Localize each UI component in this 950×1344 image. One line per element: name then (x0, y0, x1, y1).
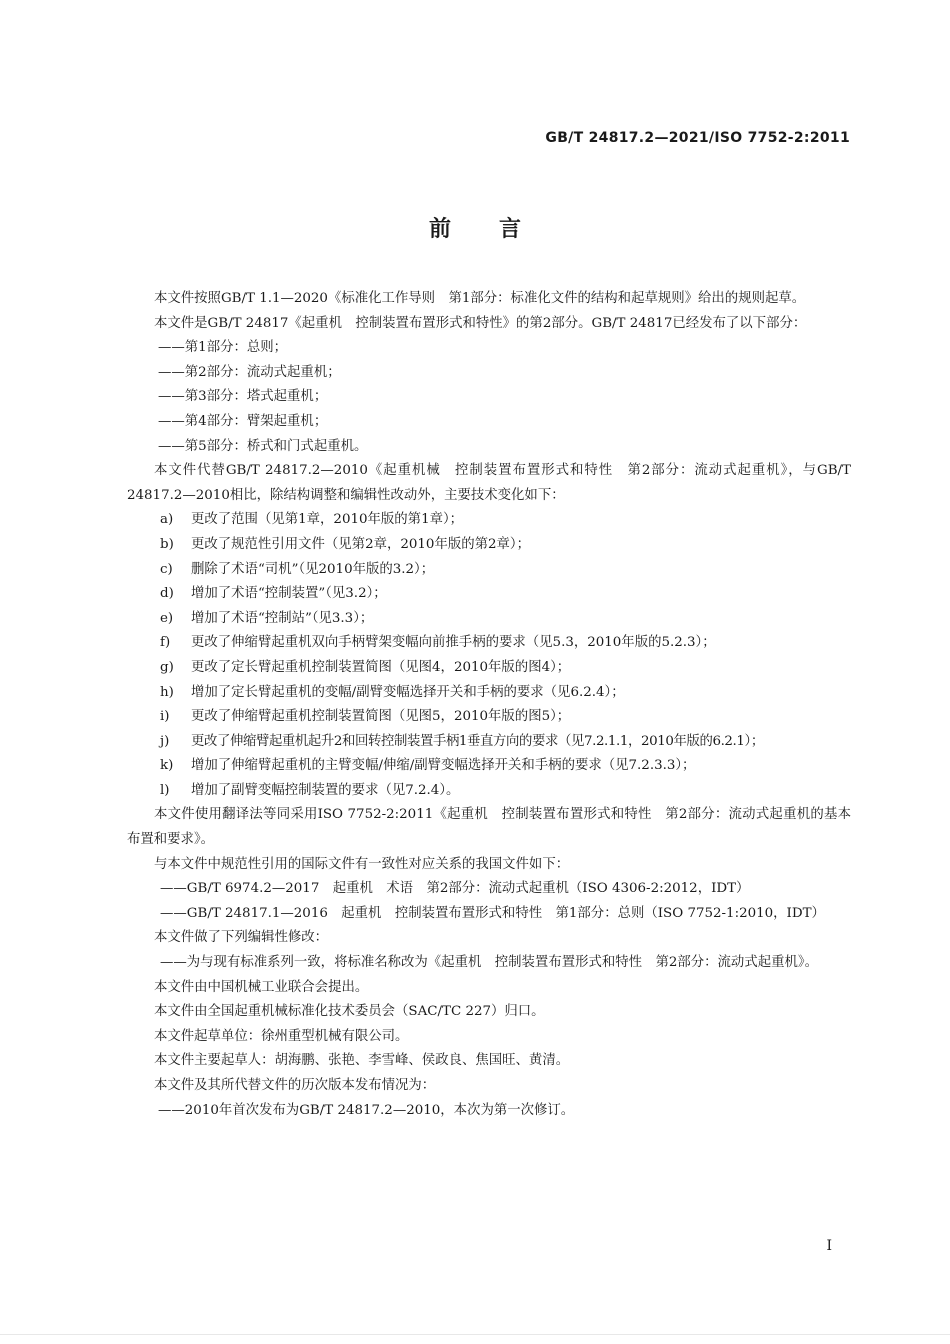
list-item (127, 631, 851, 656)
list-item-text: 增加了术语“控制站”（见3.3）； (191, 610, 374, 626)
paragraph-series-intro: 本文件是GB/T 24817《起重机 控制装置布置形式和特性》的第2部分。GB/T 24817已经发布了以下部分： (154, 315, 807, 331)
list-item: ——第4部分：臂架起重机； (158, 413, 328, 429)
history-list (127, 1099, 851, 1124)
list-item (127, 754, 851, 779)
list-item-label: g) (160, 659, 174, 675)
list-item-text: 增加了术语“控制装置”（见3.2）； (191, 586, 387, 602)
list-item-text: 更改了伸缩臂起重机起升2和回转控制装置手柄1垂直方向的要求（见7.2.1.1，2010年版的6.2.1）； (191, 733, 764, 749)
list-item: ——GB/T 24817.1—2016 起重机 控制装置布置形式和特性 第1部分：总则（ISO 7752-1:2010，IDT） (160, 905, 825, 921)
paragraph-adoption: 本文件使用翻译法等同采用ISO 7752-2:2011《起重机 控制装置布置形式和特性 第2部分：流动式起重机的基本布置和要求》。 (127, 807, 851, 848)
references-list (127, 877, 851, 926)
document-body (127, 287, 851, 1123)
paragraph-replacement: 本文件代替GB/T 24817.2—2010《起重机械 控制装置布置形式和特性 第2部分：流动式起重机》，与GB/T 24817.2—2010相比，除结构调整和编辑性改动外，主要技术变化如下： (127, 463, 851, 503)
standard-code-header: GB/T 24817.2—2021/ISO 7752-2:2011 (545, 130, 850, 146)
list-item (127, 730, 851, 755)
list-item-label: e) (160, 610, 174, 626)
list-item-text: 更改了规范性引用文件（见第2章，2010年版的第2章）； (191, 536, 531, 552)
list-item-label: b) (160, 536, 174, 552)
list-item-label: d) (160, 586, 174, 602)
list-item (127, 656, 851, 681)
list-item (127, 558, 851, 583)
list-item (127, 779, 851, 804)
list-item-label: k) (160, 758, 174, 774)
paragraph-drafting-unit: 本文件起草单位：徐州重型机械有限公司。 (154, 1028, 409, 1044)
list-item: ——第1部分：总则； (158, 340, 288, 356)
list-item-label: a) (160, 512, 174, 528)
list-item-label: i) (160, 709, 170, 725)
list-item-text: 更改了定长臂起重机控制装置简图（见图4，2010年版的图4）； (191, 659, 571, 675)
list-item (127, 508, 851, 533)
list-item-label: l) (160, 782, 170, 798)
paragraph-drafting-rules: 本文件按照GB/T 1.1—2020《标准化工作导则 第1部分：标准化文件的结构和起草规则》给出的规则起草。 (154, 291, 806, 306)
list-item: ——第2部分：流动式起重机； (158, 364, 341, 380)
paragraph-corresponding-docs: 与本文件中规范性引用的国际文件有一致性对应关系的我国文件如下： (154, 856, 570, 872)
paragraph-proposer: 本文件由中国机械工业联合会提出。 (154, 979, 369, 995)
list-item-label: f) (160, 635, 171, 651)
paragraph-drafters: 本文件主要起草人：胡海鹏、张艳、李雪峰、侯政良、焦国旺、黄清。 (154, 1053, 570, 1069)
paragraph-history-intro: 本文件及其所代替文件的历次版本发布情况为： (154, 1078, 436, 1093)
list-item-label: j) (160, 733, 170, 749)
list-item: ——GB/T 6974.2—2017 起重机 术语 第2部分：流动式起重机（ISO 4306-2:2012，IDT） (160, 881, 750, 897)
list-item: ——第5部分：桥式和门式起重机。 (158, 438, 368, 454)
list-item (127, 533, 851, 558)
list-item (127, 705, 851, 730)
list-item-text: 增加了伸缩臂起重机的主臂变幅/伸缩/副臂变幅选择开关和手柄的要求（见7.2.3.3）； (191, 758, 696, 774)
list-item: ——为与现有标准系列一致，将标准名称改为《起重机 控制装置布置形式和特性 第2部分：流动式起重机》。 (160, 955, 818, 971)
list-item (127, 607, 851, 632)
page-number: I (826, 1238, 832, 1254)
page-title: 前言 (428, 217, 569, 242)
list-item: ——第3部分：塔式起重机； (158, 389, 328, 405)
list-item-text: 更改了范围（见第1章，2010年版的第1章）； (191, 512, 464, 528)
list-item-text: 增加了定长臂起重机的变幅/副臂变幅选择开关和手柄的要求（见6.2.4）； (191, 684, 625, 700)
list-item-label: c) (160, 561, 173, 577)
list-item-text: 删除了术语“司机”（见2010年版的3.2）； (191, 561, 435, 577)
list-item (127, 582, 851, 607)
list-item-text: 更改了伸缩臂起重机控制装置简图（见图5，2010年版的图5）； (191, 709, 571, 725)
list-item: ——2010年首次发布为GB/T 24817.2—2010，本次为第一次修订。 (158, 1102, 575, 1118)
paragraph-committee: 本文件由全国起重机械标准化技术委员会（SAC/TC 227）归口。 (154, 1004, 545, 1020)
list-item-label: h) (160, 684, 174, 700)
list-item (127, 681, 851, 706)
changes-list (127, 508, 851, 803)
page-divider (0, 1334, 950, 1335)
edits-list (127, 951, 851, 976)
parts-list (127, 336, 851, 459)
list-item-text: 增加了副臂变幅控制装置的要求（见7.2.4）。 (191, 782, 460, 798)
paragraph-editorial-changes: 本文件做了下列编辑性修改： (154, 930, 329, 946)
list-item-text: 更改了伸缩臂起重机双向手柄臂架变幅向前推手柄的要求（见5.3，2010年版的5.2.3）； (191, 635, 716, 651)
